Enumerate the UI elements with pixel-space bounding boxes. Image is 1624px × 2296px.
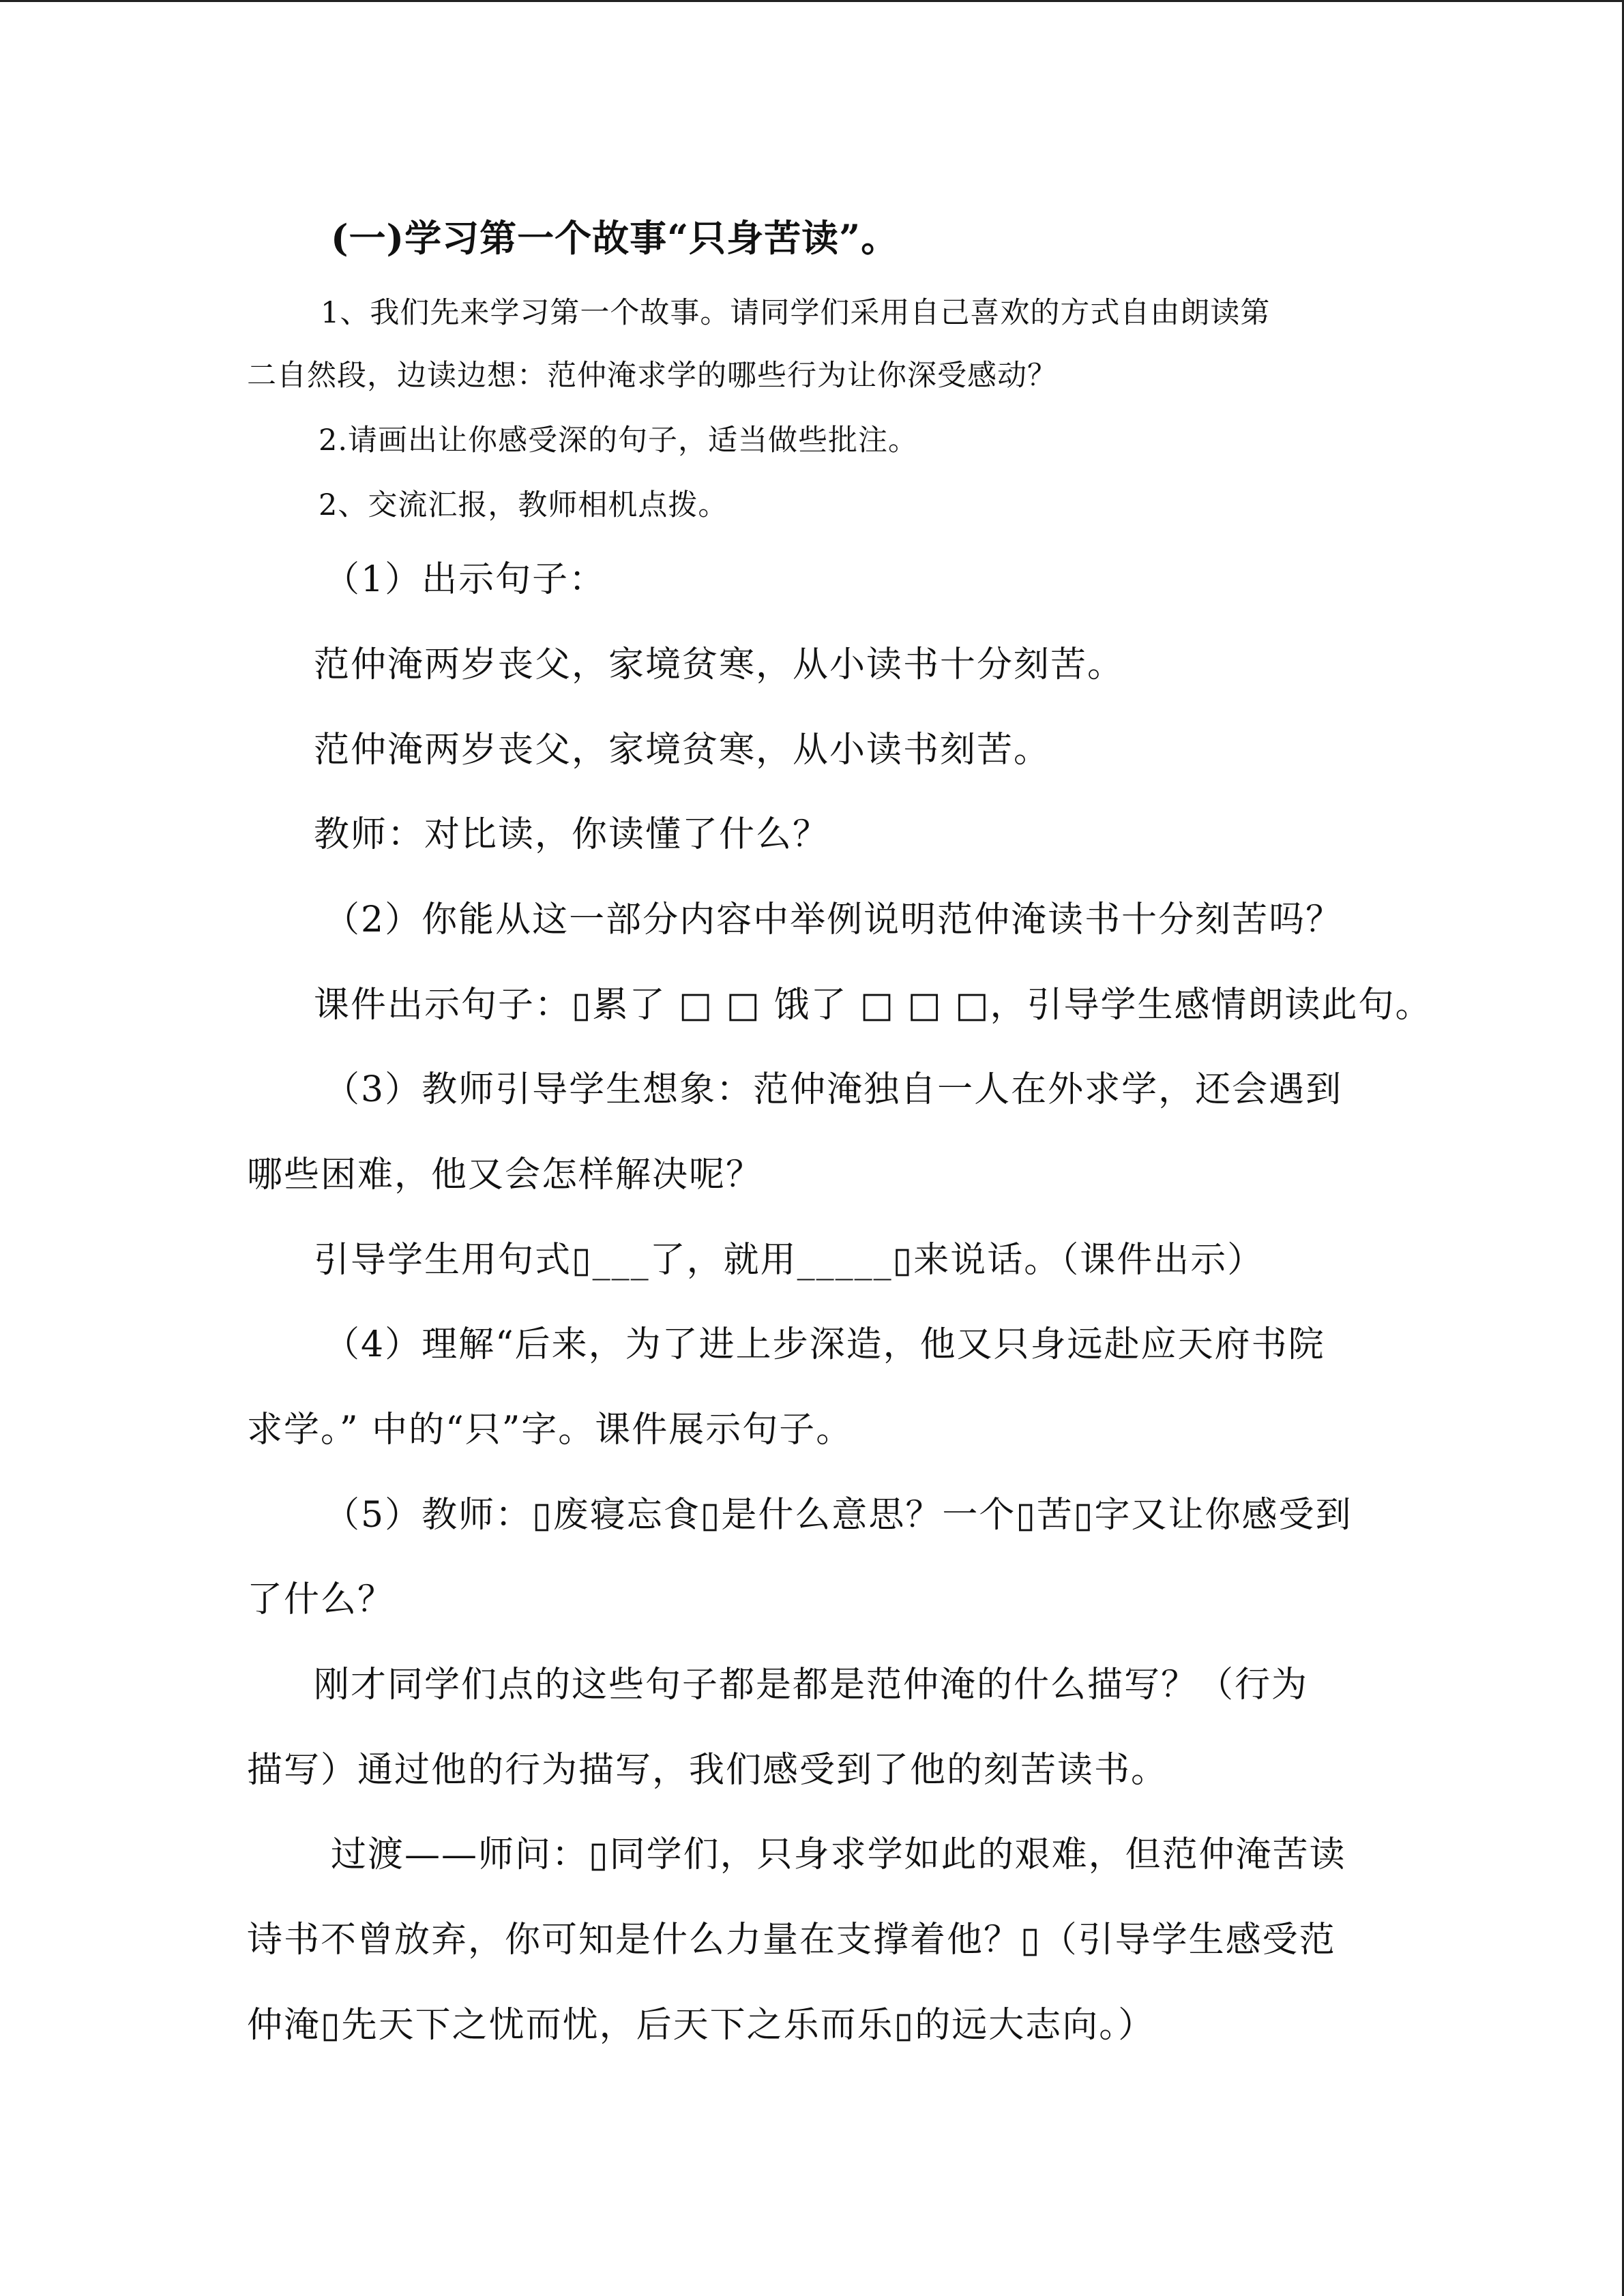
paragraph-line: （2）你能从这一部分内容中举例说明范仲淹读书十分刻苦吗？ xyxy=(324,899,1343,940)
paragraph-line: 诗书不曾放弃，你可知是什么力量在支撑着他？▯（引导学生感受范 xyxy=(247,1920,1336,1960)
paragraph-line: 引导学生用句式▯___了，就用_____▯来说话。（课件出示） xyxy=(314,1240,1265,1281)
paragraph-line: 1、我们先来学习第一个故事。请同学们采用自己喜欢的方式自由朗读第 xyxy=(321,296,1271,330)
paragraph-line: 过渡——师问：▯同学们，只身求学如此的艰难，但范仲淹苦读 xyxy=(331,1834,1346,1875)
paragraph-line: 求学。” 中的“只”字。课件展示句子。 xyxy=(247,1410,853,1450)
paragraph-line: （1）出示句子： xyxy=(324,559,606,600)
paragraph-line: 二自然段，边读边想：范仲淹求学的哪些行为让你深受感动？ xyxy=(247,359,1057,393)
paragraph-line: 刚才同学们点的这些句子都是都是范仲淹的什么描写？（行为 xyxy=(314,1665,1309,1705)
paragraph-line: 了什么？ xyxy=(247,1579,395,1620)
section-heading: (一)学习第一个故事“只身苦读”。 xyxy=(331,216,899,260)
paragraph-line: （5）教师：▯废寝忘食▯是什么意思？一个▯苦▯字又让你感受到 xyxy=(324,1495,1353,1536)
paragraph-line: 范仲淹两岁丧父，家境贫寒，从小读书刻苦。 xyxy=(314,730,1051,771)
paragraph-line: 教师：对比读，你读懂了什么？ xyxy=(314,814,830,855)
paragraph-line: 哪些困难，他又会怎样解决呢？ xyxy=(247,1154,763,1195)
paragraph-line: （3）教师引导学生想象：范仲淹独自一人在外求学，还会遇到 xyxy=(324,1069,1343,1110)
paragraph-line: 2、交流汇报，教师相机点拨。 xyxy=(319,488,728,522)
paragraph-line: 仲淹▯先天下之忧而忧，后天下之乐而乐▯的远大志向。） xyxy=(247,2005,1155,2046)
paragraph-line: （4）理解“后来，为了进上步深造，他又只身远赴应天府书院 xyxy=(324,1324,1325,1365)
paragraph-line: 范仲淹两岁丧父，家境贫寒，从小读书十分刻苦。 xyxy=(314,644,1125,685)
paragraph-line: 2.请画出让你感受深的句子，适当做些批注。 xyxy=(319,423,919,458)
page-border-top xyxy=(0,0,1624,2)
paragraph-line: 课件出示句子：▯累了 □ □ 饿了 □ □ □，引导学生感情朗读此句。 xyxy=(314,985,1432,1026)
paragraph-line: 描写）通过他的行为描写，我们感受到了他的刻苦读书。 xyxy=(247,1750,1168,1791)
